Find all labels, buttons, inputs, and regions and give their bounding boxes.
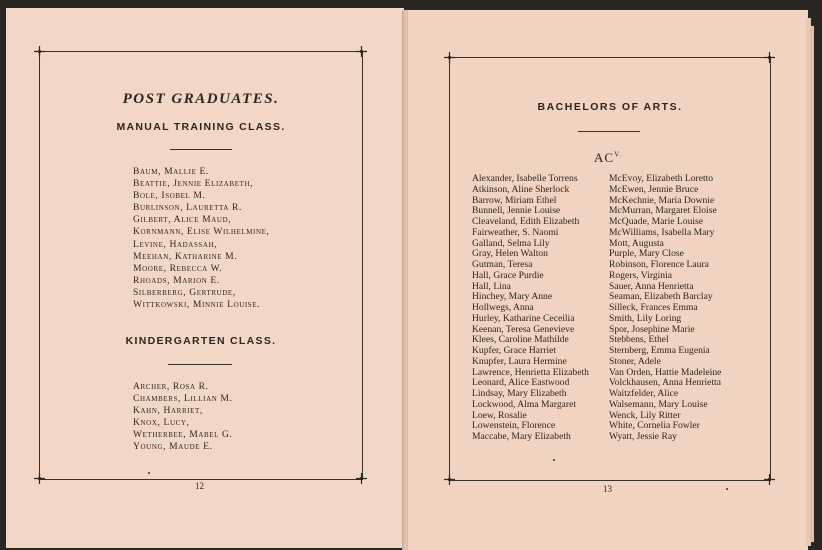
bachelors-column-1	[472, 174, 589, 443]
list-item: Hall, Grace Purdie	[472, 269, 544, 281]
list-item: Kupfer, Grace Harriet	[472, 345, 557, 356]
list-item: Hinchey, Mary Anne	[472, 291, 553, 303]
bachelors-column-2	[609, 174, 721, 443]
list-item: Chambers, Lillian M.	[133, 393, 233, 405]
list-item: Wittkowski, Minnie Louise.	[133, 299, 261, 311]
list-item: McEwen, Jennie Bruce	[609, 183, 699, 195]
divider	[168, 364, 232, 365]
page-title: POST GRADUATES.	[122, 91, 280, 107]
list-item: Archer, Rosa R.	[133, 381, 209, 392]
list-item: Baum, Mallie E.	[133, 166, 209, 177]
list-item: Loew, Rosalie	[472, 409, 527, 421]
list-item: Wyatt, Jessie Ray	[609, 431, 677, 442]
page-title: BACHELORS OF ARTS.	[537, 101, 683, 113]
list-item: Bole, Isobel M.	[133, 190, 206, 202]
list-item: Barrow, Miriam Ethel	[472, 194, 557, 206]
list-item: Hall, Lina	[472, 280, 511, 292]
list-item: Maccabe, Mary Elizabeth	[472, 431, 571, 442]
degree-mark-sup: V.	[614, 150, 622, 159]
list-item: Purple, Mary Close	[609, 248, 684, 260]
list-item: Lindsay, Mary Elizabeth	[472, 388, 567, 399]
corner-ornament-icon	[34, 46, 45, 57]
list-item: Leonard, Alice Eastwood	[472, 377, 570, 389]
list-item: Burlinson, Lauretta R.	[133, 202, 242, 214]
page-number: 12	[195, 481, 204, 491]
list-item: McEvoy, Elizabeth Loretto	[609, 173, 714, 184]
list-item: Rhoads, Marion E.	[133, 274, 220, 286]
list-item: Keenan, Teresa Genevieve	[472, 323, 575, 335]
list-item: Mott, Augusta	[609, 237, 664, 249]
list-item: Wetherbee, Mabel G.	[133, 429, 233, 441]
manual-training-list	[133, 166, 270, 311]
list-item: Lowenstein, Florence	[472, 420, 556, 432]
list-item: McMurran, Margaret Eloise	[609, 205, 717, 217]
list-item: Lawrence, Henrietta Elizabeth	[472, 366, 589, 378]
list-item: White, Cornelia Fowler	[609, 420, 700, 432]
corner-ornament-icon	[444, 52, 455, 63]
section-heading: MANUAL TRAINING CLASS.	[116, 121, 286, 133]
kindergarten-list	[133, 381, 233, 454]
corner-ornament-icon	[356, 473, 367, 484]
list-item: Stebbens, Ethel	[609, 334, 669, 346]
degree-mark	[594, 150, 622, 166]
list-item: Hurley, Katharine Ceceilia	[472, 312, 575, 324]
list-item: Gray, Helen Walton	[472, 248, 548, 260]
list-item: Atkinson, Aline Sherlock	[472, 183, 570, 195]
list-item: McWilliams, Isabella Mary	[609, 226, 715, 238]
list-item: Van Orden, Hattie Madeleine	[609, 366, 722, 378]
list-item: Wenck, Lily Ritter	[609, 409, 681, 421]
list-item: Young, Maude E.	[133, 441, 213, 453]
list-item: Alexander, Isabelle Torrens	[472, 173, 578, 184]
list-item: Hollwegs, Anna	[472, 302, 534, 313]
degree-mark-text: AC	[594, 150, 615, 165]
list-item: Smith, Lily Loring	[609, 312, 682, 324]
list-item: Rogers, Virginia	[609, 269, 673, 281]
list-item: Stoner, Adele	[609, 355, 661, 367]
list-item: Kahn, Harriet,	[133, 405, 203, 417]
speck	[553, 459, 555, 461]
list-item: McQuade, Marie Louise	[609, 216, 704, 227]
list-item: Moore, Rebecca W.	[133, 262, 223, 274]
corner-ornament-icon	[764, 474, 775, 485]
list-item: Lockwood, Alma Margaret	[472, 398, 576, 410]
list-item: Beattie, Jennie Elizabeth,	[133, 178, 254, 190]
list-item: Silleck, Frances Emma	[609, 302, 698, 313]
list-item: Knox, Lucy,	[133, 417, 190, 429]
list-item: Klees, Caroline Mathilde	[472, 334, 569, 346]
list-item: Silberberg, Gertrude,	[133, 286, 236, 298]
divider	[578, 131, 640, 132]
section-heading: KINDERGARTEN CLASS.	[125, 335, 277, 347]
list-item: Bunnell, Jennie Louise	[472, 205, 561, 217]
list-item: McKechnie, Maria Downie	[609, 194, 715, 206]
list-item: Spor, Josephine Marie	[609, 323, 695, 335]
list-item: Fairweather, S. Naomi	[472, 226, 559, 238]
list-item: Sternberg, Emma Eugenia	[609, 345, 710, 356]
speck	[148, 472, 150, 474]
list-item: Meehan, Katharine M.	[133, 250, 238, 262]
list-item: Robinson, Florence Laura	[609, 259, 709, 270]
list-item: Gutman, Teresa	[472, 259, 533, 270]
list-item: Seaman, Elizabeth Barclay	[609, 291, 713, 303]
corner-ornament-icon	[764, 52, 775, 63]
list-item: Kornmann, Elise Wilhelmine,	[133, 226, 270, 238]
list-item: Waitzfelder, Alice	[609, 388, 679, 399]
speck	[726, 488, 728, 490]
page-edge	[810, 26, 814, 542]
corner-ornament-icon	[34, 473, 45, 484]
list-item: Gilbert, Alice Maud,	[133, 214, 232, 226]
list-item: Cleaveland, Edith Elizabeth	[472, 216, 580, 227]
list-item: Volckhausen, Anna Henrietta	[609, 377, 721, 389]
list-item: Levine, Hadassah,	[133, 238, 218, 250]
list-item: Walsemann, Mary Louise	[609, 398, 708, 410]
list-item: Knupfer, Laura Hermine	[472, 355, 567, 367]
divider	[170, 149, 232, 150]
list-item: Galland, Selma Lily	[472, 237, 550, 249]
corner-ornament-icon	[356, 46, 367, 57]
page-number: 13	[603, 484, 612, 494]
list-item: Sauer, Anna Henrietta	[609, 280, 694, 292]
corner-ornament-icon	[444, 474, 455, 485]
